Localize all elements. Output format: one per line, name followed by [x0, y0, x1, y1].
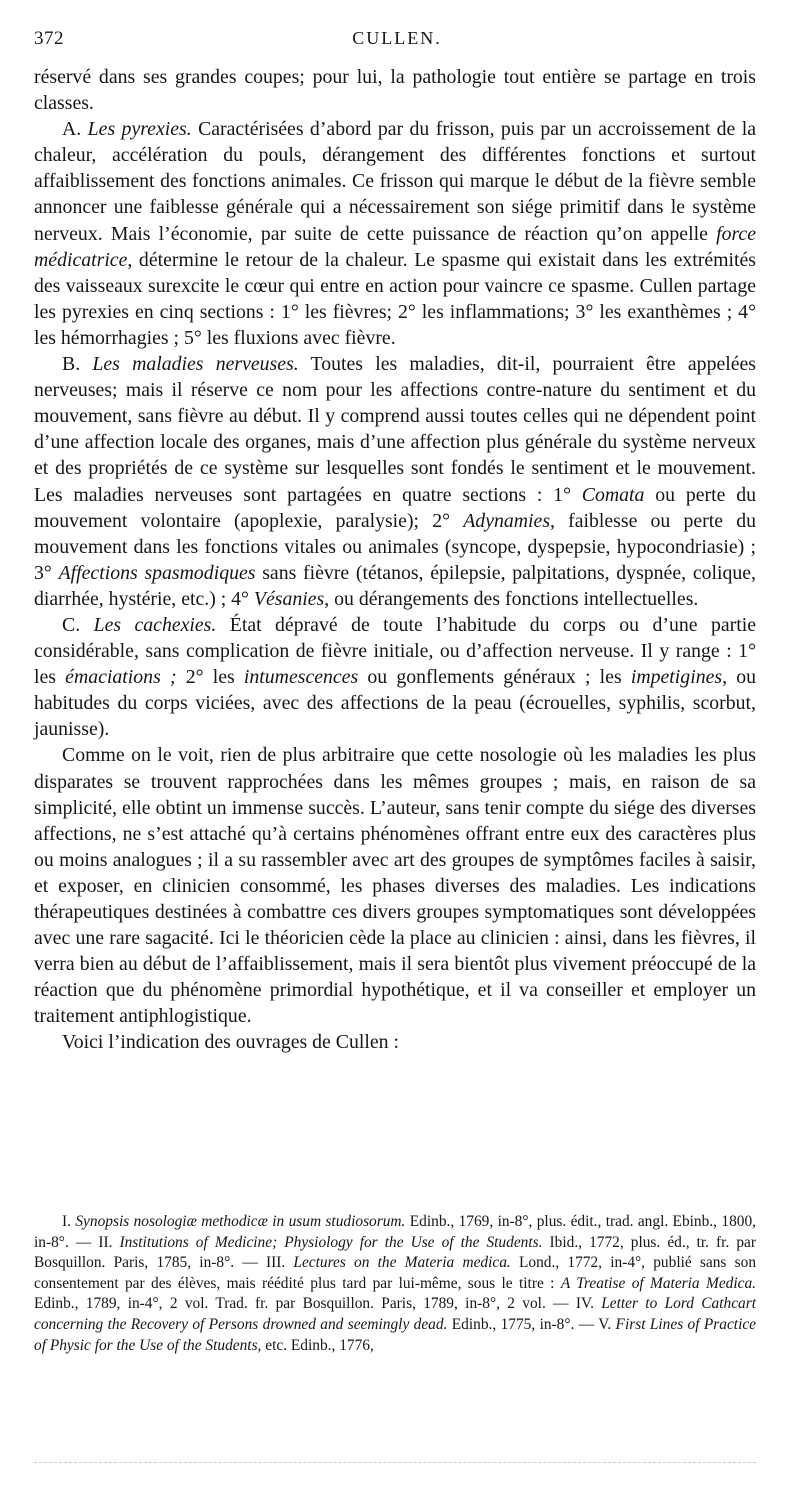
paragraph-works-intro: Voici l’indication des ouvrages de Cullen :: [62, 1031, 399, 1054]
paragraph-maladies-nerveuses: B. Les maladies nerveuses. Toutes les maladies, dit-il, pourraient être appelées nerveuses; mais il réserve ce nom pour les affections contre-nature du sentiment et du mouvement, sans fièvre au début. Il y comprend aussi toutes celles qui ne dépendent point d’une affection locale des organes, mais d’une affection plus générale du système nerveux et des propriétés de ce système sur lesquelles sont fondés le sentiment et le mouvement. Les maladies nerveuses sont partagées en quatre sections : 1° Comata ou perte du mouvement volontaire (apoplexie, paralysie); 2° Adynamies, faiblesse ou perte du mouvement dans les fonctions vitales ou animales (syncope, dyspepsie, hypocondriasie) ; 3° Affections spasmodiques sans fièvre (tétanos, épilepsie, palpitations, dyspnée, colique, diarrhée, hystérie, etc.) ; 4° Vésanies, ou dérangements des fonctions intellectuelles.: [34, 353, 756, 610]
section-label: C.: [62, 613, 81, 636]
ref-number: IV.: [575, 1295, 602, 1313]
paragraph-pyrexies: A. Les pyrexies. Caractérisées d’abord par du frisson, puis par un accroissement de la chaleur, accélération du pouls, dérangement des différentes fonctions et surtout affaiblissement des fonctions animales. Ce frisson qui marque le début de la fièvre semble annoncer une faiblesse générale qui a nécessairement son siége primitif dans le système nerveux. Mais l’économie, par suite de cette puissance de réaction qu’on appelle force médicatrice, détermine le retour de la chaleur. Le spasme qui existait dans les extrémités des vaisseaux surexcite le cœur qui entre en action pour vaincre ce spasme. Cullen partage les pyrexies en cinq sections : 1° les fièvres; 2° les inflammations; 3° les exanthèmes ; 4° les hémorrhagies ; 5° les fluxions avec fièvre.: [34, 118, 757, 349]
italic-term: Vésanies: [253, 587, 325, 610]
paragraph-intro: réservé dans ses grandes coupes; pour lui, la pathologie tout entière se partage en trois classes.: [34, 66, 756, 115]
paragraph-cachexies: C. Les cachexies. État dépravé de toute l’habitude du corps ou d’une partie considérable, sans complication de fièvre initiale, ou d’affection nerveuse. Il y range : 1° les émaciations ; 2° les intumescences ou gonflements généraux ; les impetigines, ou habitudes du corps viciées, avec des affections de la peau (écrouelles, syphilis, scorbut, jaunisse).: [34, 613, 756, 741]
section-title: Les pyrexies.: [87, 118, 192, 141]
ref-title: Synopsis nosologiæ methodicæ in usum studiosorum.: [75, 1213, 406, 1230]
italic-term: Comata: [581, 483, 645, 506]
ref-title: First Lines of Practice of Physic for the Use of the Students,: [34, 1315, 757, 1354]
ref-title: A Treatise of Materia Medica.: [560, 1274, 756, 1292]
ref-number: II.: [98, 1233, 120, 1251]
ref-number: III.: [265, 1254, 294, 1272]
italic-term: impetigines: [630, 666, 723, 689]
section-label: B.: [62, 353, 81, 376]
ref-number: I.: [62, 1213, 76, 1230]
section-title: Les cachexies.: [93, 613, 217, 636]
paragraph-commentary: Comme on le voit, rien de plus arbitraire que cette nosologie où les maladies les plus disparates se trouvent rapprochées dans les mêmes groupes ; mais, en raison de sa simplicité, elle obtint un immense succès. L’auteur, sans tenir compte du siége des diverses affections, ne s’est attaché qu’à certains phénomènes offrant entre eux des caractères plus ou moins analogues ; il a su rassembler avec art des groupes de symptômes faciles à saisir, et exposer, en clinicien consommé, les phases diverses des maladies. Les indications thérapeutiques destinées à combattre ces divers groupes symptomatiques sont développées avec une rare sagacité. Ici le théoricien cède la place au clinicien : ainsi, dans les fièvres, il verra bien au début de l’affaiblissement, mais il sera bientôt plus vivement préoccupé de la réaction que du phénomène primordial hypothétique, et il va conseiller et employer un traitement antiphlogistique.: [34, 744, 756, 1028]
italic-term: intumescences: [243, 666, 359, 689]
bibliography-entries: I. Synopsis nosologiæ methodicæ in usum studiosorum. Edinb., 1769, in-8°, plus. édit., trad. angl. Ebinb., 1800, in-8°. — II. Institutions of Medicine; Physiology for the Use of the Students. Ibid., 1772, plus. éd., tr. fr. par Bosquillon. Paris, 1785, in-8°. — III. Lectures on the Materia medica. Lond., 1772, in-4°, publié sans son consentement par des élèves, mais réédité plus tard par lui-même, sous le titre : A Treatise of Materia Medica. Edinb., 1789, in-4°, 2 vol. Trad. fr. par Bosquillon. Paris, 1789, in-8°, 2 vol. — IV. Letter to Lord Cathcart concerning the Recovery of Persons drowned and seemingly dead. Edinb., 1775, in-8°. — V. First Lines of Practice of Physic for the Use of the Students, etc. Edinb., 1776,: [34, 1213, 757, 1354]
italic-term: émaciations ;: [65, 666, 177, 689]
section-title: Les maladies nerveuses.: [92, 353, 299, 376]
page-bottom-rule: [34, 1462, 756, 1463]
ref-title: Letter to Lord Cathcart concerning the Recovery of Persons drowned and seemingly dead.: [34, 1295, 756, 1333]
body-text: [34, 64, 756, 1056]
italic-term: force médicatrice: [34, 222, 756, 271]
section-label: A.: [62, 118, 82, 141]
italic-term: Adynamies: [463, 509, 551, 532]
italic-term: Affections spasmodiques: [58, 561, 256, 584]
running-head: [34, 28, 760, 56]
ref-title: Institutions of Medicine; Physiology for the Use of the Students.: [119, 1233, 543, 1251]
ref-title: Lectures on the Materia medica.: [293, 1254, 511, 1272]
ref-number: V.: [598, 1315, 616, 1333]
bibliography: [34, 1212, 756, 1356]
page-number: 372: [34, 28, 64, 49]
running-title: CULLEN.: [352, 28, 442, 48]
